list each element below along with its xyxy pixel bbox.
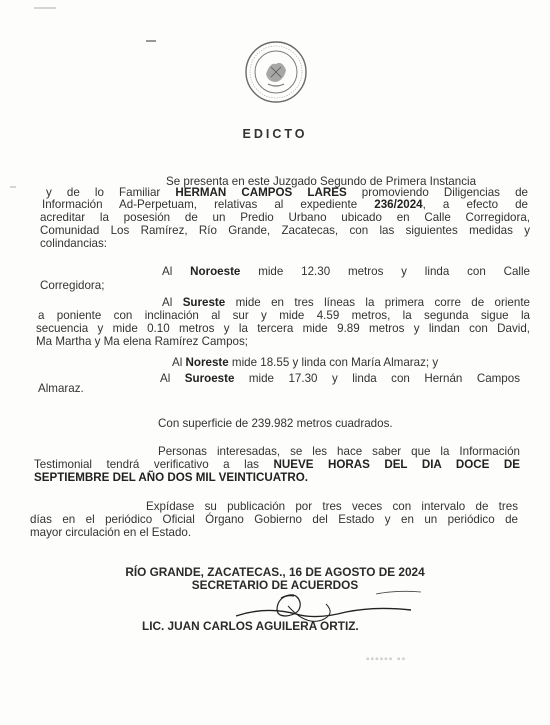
p2-line-1 bbox=[162, 265, 530, 278]
p6-line-3 bbox=[34, 471, 308, 484]
text-run: días en el periódico Oficial Órgano Gobierno del Estado y en un periódico de bbox=[30, 513, 518, 526]
text-run: Al bbox=[172, 356, 186, 369]
hearing-time: NUEVE HORAS DEL DIA DOCE DE bbox=[273, 458, 520, 471]
signer-position: SECRETARIO DE ACUERDOS bbox=[191, 578, 359, 592]
text-run: Personas interesadas, se les hace saber que la Información bbox=[158, 445, 520, 458]
p3-line-3 bbox=[36, 322, 530, 335]
text-run: colindancias: bbox=[40, 237, 108, 250]
p6-line-1 bbox=[158, 445, 520, 458]
scan-mark-dash bbox=[146, 40, 156, 42]
text-run: Ma Martha y Ma elena Ramírez Campos; bbox=[36, 335, 248, 348]
place-date: RÍO GRANDE, ZACATECAS., 16 DE AGOSTO DE 2024 bbox=[125, 565, 425, 579]
p6-line-2 bbox=[34, 458, 520, 471]
text-run: , a efecto de bbox=[422, 198, 529, 211]
p7-line-3 bbox=[30, 526, 191, 539]
p3-line-4 bbox=[36, 335, 248, 348]
text-run: Se presenta en este Juzgado Segundo de Primera Instancia bbox=[166, 175, 477, 188]
p1-line-6 bbox=[40, 237, 107, 250]
text-run: Comunidad Los Ramírez, Río Grande, Zacatecas, con las siguientes medidas y bbox=[40, 224, 530, 237]
text-run: acreditar la posesión de un Predio Urbano ubicado en Calle Corregidora, bbox=[40, 211, 530, 224]
text-run: mide 18.55 y linda con María Almaraz; y bbox=[228, 356, 439, 369]
text-run: mide 12.30 metros y linda con Calle bbox=[240, 265, 531, 278]
text-run: Información Ad-Perpetuam, relativas al expediente bbox=[42, 198, 375, 211]
direction-label: Noroeste bbox=[190, 265, 241, 278]
p4-line-2 bbox=[160, 372, 520, 385]
p4-line-1 bbox=[172, 356, 438, 369]
scan-mark-top bbox=[34, 7, 56, 9]
p7-line-2 bbox=[30, 513, 518, 526]
p3-line-1 bbox=[162, 296, 530, 309]
scan-mark-margin bbox=[10, 186, 16, 188]
direction-label: Suroeste bbox=[184, 372, 235, 385]
p1-line-3 bbox=[42, 198, 528, 211]
p3-line-2 bbox=[38, 309, 530, 322]
text-run: a poniente con inclinación al sur y mide 4.59 metros, la segunda sigue la bbox=[38, 309, 530, 322]
applicant-name: HERMAN CAMPOS LARES bbox=[175, 186, 347, 199]
text-run: mayor circulación en el Estado. bbox=[30, 526, 192, 539]
text-run: Al bbox=[162, 265, 191, 278]
p7-line-1 bbox=[146, 500, 518, 513]
document-title: EDICTO bbox=[242, 127, 308, 141]
text-run: Corregidora; bbox=[40, 279, 105, 292]
case-number: 236/2024 bbox=[374, 198, 423, 211]
p1-line-4 bbox=[40, 211, 530, 224]
text-run: Almaraz. bbox=[38, 382, 84, 395]
text-run: Al bbox=[160, 372, 185, 385]
p2-line-2 bbox=[40, 279, 104, 292]
text-run: Expídase su publicación por tres veces con intervalo de tres bbox=[146, 500, 518, 513]
text-run: promoviendo Diligencias de bbox=[346, 186, 528, 199]
court-seal-icon bbox=[244, 40, 308, 104]
text-run: secuencia y mide 0.10 metros y la tercera mide 9.89 metros y lindan con David, bbox=[36, 322, 530, 335]
text-run: Con superficie de 239.982 metros cuadrados. bbox=[158, 417, 393, 430]
p1-line-5 bbox=[40, 224, 530, 237]
text-run: y de lo Familiar bbox=[46, 186, 176, 199]
p5-line-1 bbox=[158, 417, 393, 430]
faint-stamp-mark: ▪▪▪▪▪▪ ▪▪ bbox=[366, 654, 407, 665]
text-run: Testimonial tendrá verificativo a las bbox=[34, 458, 274, 471]
direction-label: Noreste bbox=[185, 356, 229, 369]
text-run: mide 17.30 y linda con Hernán Campos bbox=[234, 372, 520, 385]
signer-name: LIC. JUAN CARLOS AGUILERA ORTIZ. bbox=[142, 619, 359, 633]
p4-line-3 bbox=[38, 382, 84, 395]
text-run: mide en tres líneas la primera corre de oriente bbox=[225, 296, 530, 309]
hearing-date: SEPTIEMBRE DEL AÑO DOS MIL VEINTICUATRO. bbox=[34, 471, 308, 484]
text-run: Al bbox=[162, 296, 183, 309]
direction-label: Sureste bbox=[182, 296, 226, 309]
